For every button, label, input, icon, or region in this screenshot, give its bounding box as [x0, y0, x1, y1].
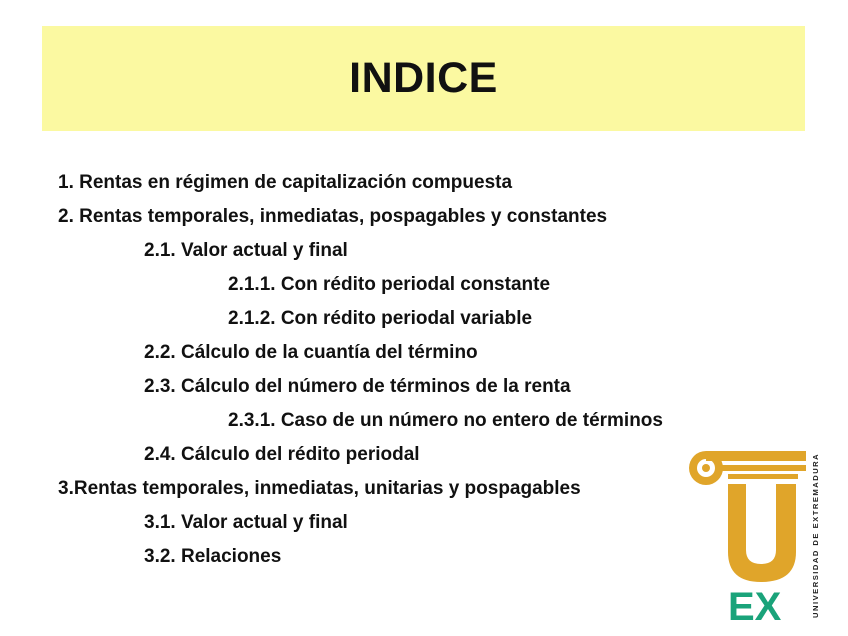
u-letter-shape	[728, 484, 796, 582]
logo-ex-text: EX	[728, 585, 782, 625]
index-item: 3.1. Valor actual y final	[144, 512, 348, 533]
index-item: 2.1. Valor actual y final	[144, 240, 348, 261]
index-item: 2.3.1. Caso de un número no entero de términos	[228, 410, 663, 431]
index-item: 2.1.1. Con rédito periodal constante	[228, 274, 551, 295]
index-item: 3.Rentas temporales, inmediatas, unitarias y pospagables	[58, 478, 581, 499]
column-capital-icon	[689, 451, 806, 485]
page-title: INDICE	[349, 54, 498, 102]
index-item: 2.4. Cálculo del rédito periodal	[144, 444, 420, 465]
index-item: 2. Rentas temporales, inmediatas, pospagables y constantes	[58, 206, 608, 227]
index-item: 1. Rentas en régimen de capitalización compuesta	[58, 172, 513, 193]
index-item: 2.1.2. Con rédito periodal variable	[228, 308, 533, 329]
index-item: 3.2. Relaciones	[144, 546, 282, 567]
index-item: 2.2. Cálculo de la cuantía del término	[144, 342, 478, 363]
title-banner	[42, 26, 805, 131]
logo-university-text: UNIVERSIDAD DE EXTREMADURA	[811, 452, 820, 618]
uex-logo	[684, 440, 832, 625]
index-item: 2.3. Cálculo del número de términos de la renta	[144, 376, 571, 397]
